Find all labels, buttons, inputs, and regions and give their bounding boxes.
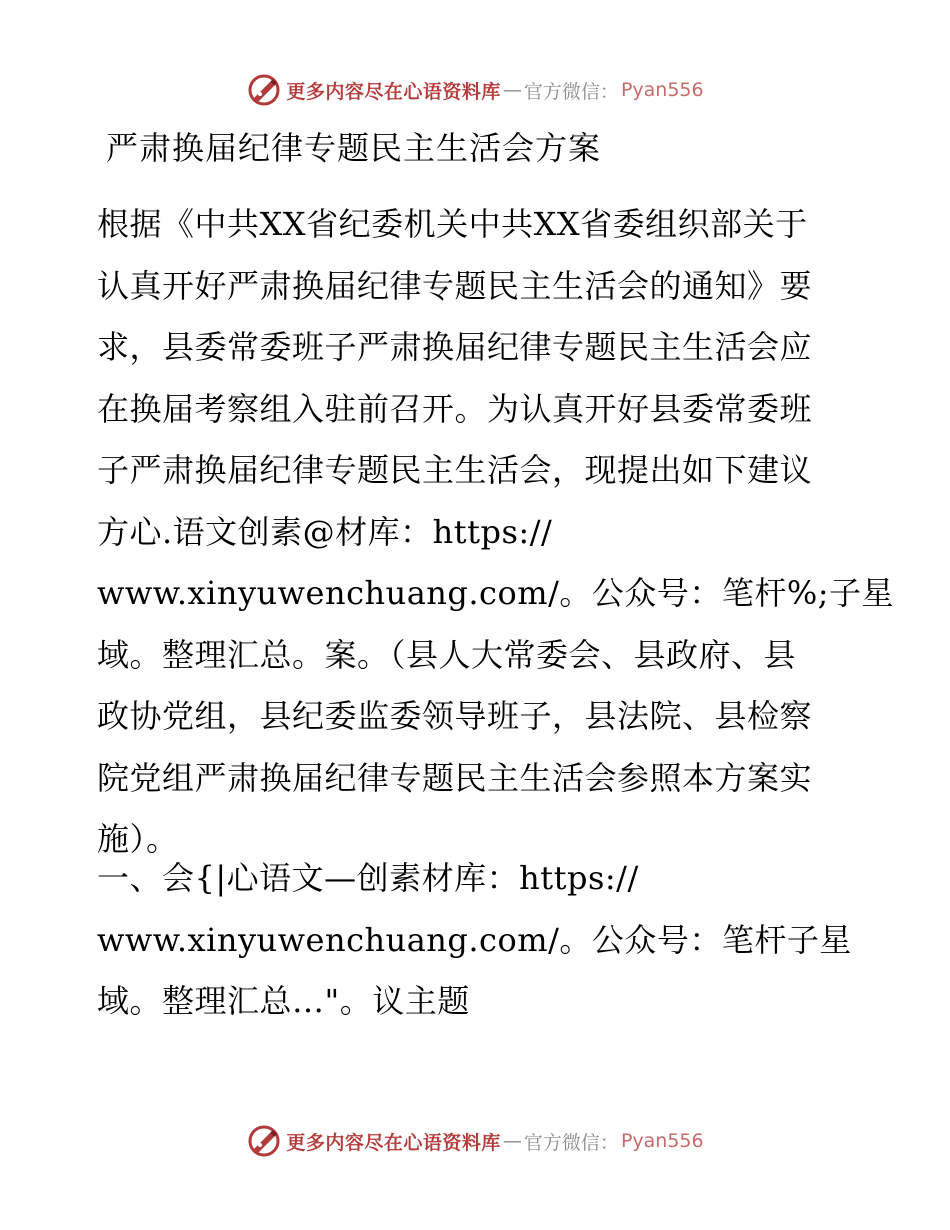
watermark-wechat-id: Pyan556 bbox=[620, 1130, 704, 1152]
watermark-main-text: 更多内容尽在心语资料库 bbox=[286, 1131, 501, 1154]
paragraph-line: 施）。 bbox=[97, 820, 179, 858]
watermark-separator: — bbox=[502, 79, 522, 101]
watermark-wechat-id: Pyan556 bbox=[620, 79, 704, 101]
paragraph-line: 子严肃换届纪律专题民主生活会，现提出如下建议 bbox=[97, 451, 813, 489]
paragraph-line: 根据《中共XX省纪委机关中共XX省委组织部关于 bbox=[97, 205, 808, 243]
paragraph-line: 在换届考察组入驻前召开。为认真开好县委常委班 bbox=[97, 389, 813, 428]
paragraph-line: 认真开好严肃换届纪律专题民主生活会的通知》要 bbox=[97, 266, 813, 305]
footer-watermark bbox=[0, 1123, 950, 1159]
paragraph-line: 求，县委常委班子严肃换届纪律专题民主生活会应 bbox=[97, 328, 813, 366]
body-paragraph-1 bbox=[97, 194, 895, 871]
body-paragraph-2 bbox=[97, 848, 857, 1033]
red-pen-circle-logo-icon bbox=[246, 72, 282, 108]
watermark-main-text: 更多内容尽在心语资料库 bbox=[286, 80, 501, 103]
paragraph-line: 域。整理汇总…"。议主题 bbox=[97, 982, 470, 1020]
paragraph-line: 域。整理汇总。案。（县人大常委会、县政府、县 bbox=[97, 635, 797, 674]
header-watermark bbox=[0, 72, 950, 108]
paragraph-line: 一、会{|心语文—创素材库：https:// bbox=[97, 859, 639, 897]
paragraph-line: www.xinyuwenchuang.com/。公众号：笔杆%;子星 bbox=[97, 574, 895, 612]
paragraph-line: 政协党组，县纪委监委领导班子，县法院、县检察 bbox=[97, 697, 813, 735]
document-title: 严肃换届纪律专题民主生活会方案 bbox=[106, 129, 602, 167]
watermark-sub-text: 官方微信： bbox=[523, 80, 619, 103]
watermark-separator: — bbox=[502, 1130, 522, 1152]
paragraph-line: 院党组严肃换届纪律专题民主生活会参照本方案实 bbox=[97, 758, 813, 797]
red-pen-circle-logo-icon bbox=[246, 1123, 282, 1159]
watermark-sub-text: 官方微信： bbox=[523, 1131, 619, 1154]
paragraph-line: 方心.语文创素@材库：https:// bbox=[97, 512, 553, 551]
paragraph-line: www.xinyuwenchuang.com/。公众号：笔杆子星 bbox=[97, 920, 852, 959]
